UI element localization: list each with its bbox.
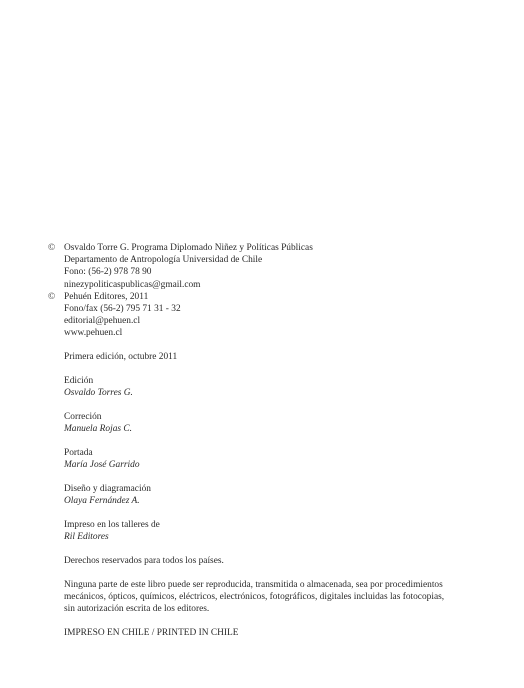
credit-role-edition: Edición bbox=[64, 376, 94, 386]
publisher-copyright-line: Pehuén Editores, 2011 bbox=[64, 292, 149, 302]
author-copyright-line: Osvaldo Torre G. Programa Diplomado Niñez y Políticas Públicas bbox=[64, 243, 313, 253]
publisher-phone-line: Fono/fax (56-2) 795 71 31 - 32 bbox=[64, 304, 181, 314]
publisher-email-line: editorial@pehuen.cl bbox=[64, 316, 141, 326]
credit-name-correction: Manuela Rojas C. bbox=[64, 424, 132, 434]
notice-line-1: Ninguna parte de este libro puede ser reproducida, transmitida o almacenada, sea por procedimientos bbox=[64, 580, 443, 590]
credit-name-edition: Osvaldo Torres G. bbox=[64, 388, 133, 398]
department-line: Departamento de Antropología Universidad de Chile bbox=[64, 255, 263, 265]
credit-name-design: Olaya Fernández A. bbox=[64, 496, 140, 506]
edition-line: Primera edición, octubre 2011 bbox=[64, 352, 178, 362]
notice-line-2: mecánicos, ópticos, químicos, eléctricos, electrónicos, fotográficos, digitales incluidas las fotocopias, bbox=[64, 592, 445, 602]
rights-reserved-line: Derechos reservados para todos los países. bbox=[64, 556, 224, 566]
notice-line-3: sin autorización escrita de los editores. bbox=[64, 604, 210, 614]
credit-role-printer: Impreso en los talleres de bbox=[64, 520, 160, 530]
credit-role-cover: Portada bbox=[64, 448, 93, 458]
credit-name-cover: María José Garrido bbox=[64, 460, 140, 470]
author-phone-line: Fono: (56-2) 978 78 90 bbox=[64, 267, 152, 277]
copyright-symbol: © bbox=[48, 243, 56, 253]
credit-role-correction: Correción bbox=[64, 412, 102, 422]
publisher-website-line: www.pehuen.cl bbox=[64, 328, 123, 338]
printed-in-line: IMPRESO EN CHILE / PRINTED IN CHILE bbox=[64, 628, 239, 638]
credit-role-design: Diseño y diagramación bbox=[64, 484, 151, 494]
credit-name-printer: Ril Editores bbox=[64, 532, 109, 542]
copyright-symbol: © bbox=[48, 292, 56, 302]
author-email-line: ninezypoliticaspublicas@gmail.com bbox=[64, 280, 201, 290]
